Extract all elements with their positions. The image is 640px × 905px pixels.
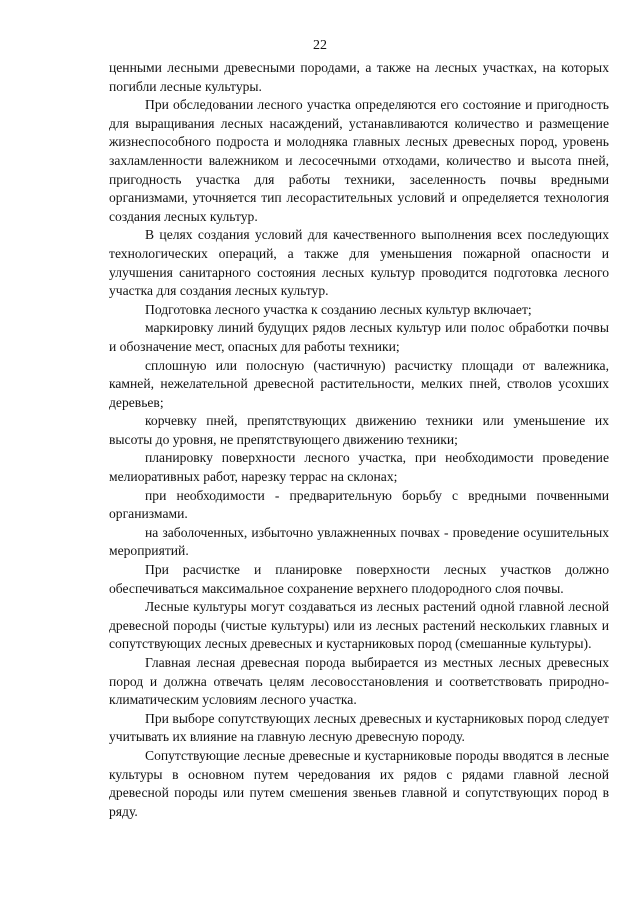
paragraph: В целях создания условий для качественного выполнения всех последующих технологических операций, а также для уменьшения пожарной опасности и улучшения санитарного состояния лесных культур проводится подготовка лесного участка для создания лесных культур. — [109, 227, 609, 299]
page-number: 22 — [313, 38, 327, 53]
paragraph: При расчистке и планировке поверхности лесных участков должно обеспечиваться максимальное сохранение верхнего плодородного слоя почвы. — [109, 562, 609, 596]
paragraph: Сопутствующие лесные древесные и кустарниковые породы вводятся в лесные культуры в основном путем чередования их рядов с рядами главной лесной древесной породы или путем смешения звеньев главной и сопутствующих пород в ряду. — [109, 747, 609, 819]
paragraph-continuation: ценными лесными древесными породами, а также на лесных участках, на которых погибли лесные культуры. — [109, 60, 609, 94]
list-item: планировку поверхности лесного участка, при необходимости проведение мелиоративных работ, нарезку террас на склонах; — [109, 450, 609, 485]
list-item: маркировку линий будущих рядов лесных культур или полос обработки почвы и обозначение мест, опасных для работы техники; — [109, 320, 609, 354]
list-item: при необходимости - предварительную борьбу с вредными почвенными организмами. — [109, 487, 609, 522]
paragraph: Подготовка лесного участка к созданию лесных культур включает; — [145, 301, 532, 317]
paragraph: При обследовании лесного участка определяются его состояние и пригодность для выращивания лесных насаждений, устанавливаются количество и размещение жизнеспособного подроста и молодняка главных лесных древесных пород, уровень захламленности валежником и лесосечными отходами, количество и высота пней, пригодность участка для работы техники, заселенность почвы вредными организмами, уточняется тип лесорастительных условий и определяется технология создания лесных культур. — [109, 97, 609, 224]
list-item: сплошную или полосную (частичную) расчистку площади от валежника, камней, нежелательной древесной растительности, мелких пней, стволов усохших деревьев; — [109, 357, 609, 410]
list-item: корчевку пней, препятствующих движению техники или уменьшение их высоты до уровня, не препятствующего движению техники; — [109, 413, 609, 447]
paragraph: Главная лесная древесная порода выбирается из местных лесных древесных пород и должна отвечать целям лесовосстановления и соответствовать природно-климатическим условиям лесного участка. — [109, 655, 609, 708]
paragraph: При выборе сопутствующих лесных древесных и кустарниковых пород следует учитывать их влияние на главную лесную древесную породу. — [109, 710, 609, 745]
list-item: на заболоченных, избыточно увлажненных почвах - проведение осушительных мероприятий. — [109, 524, 609, 559]
document-body — [109, 59, 609, 821]
paragraph: Лесные культуры могут создаваться из лесных растений одной главной лесной древесной породы (чистые культуры) или из лесных растений нескольких главных и сопутствующих лесных древесных и кустарниковых пород (смешанные культуры). — [109, 599, 609, 652]
